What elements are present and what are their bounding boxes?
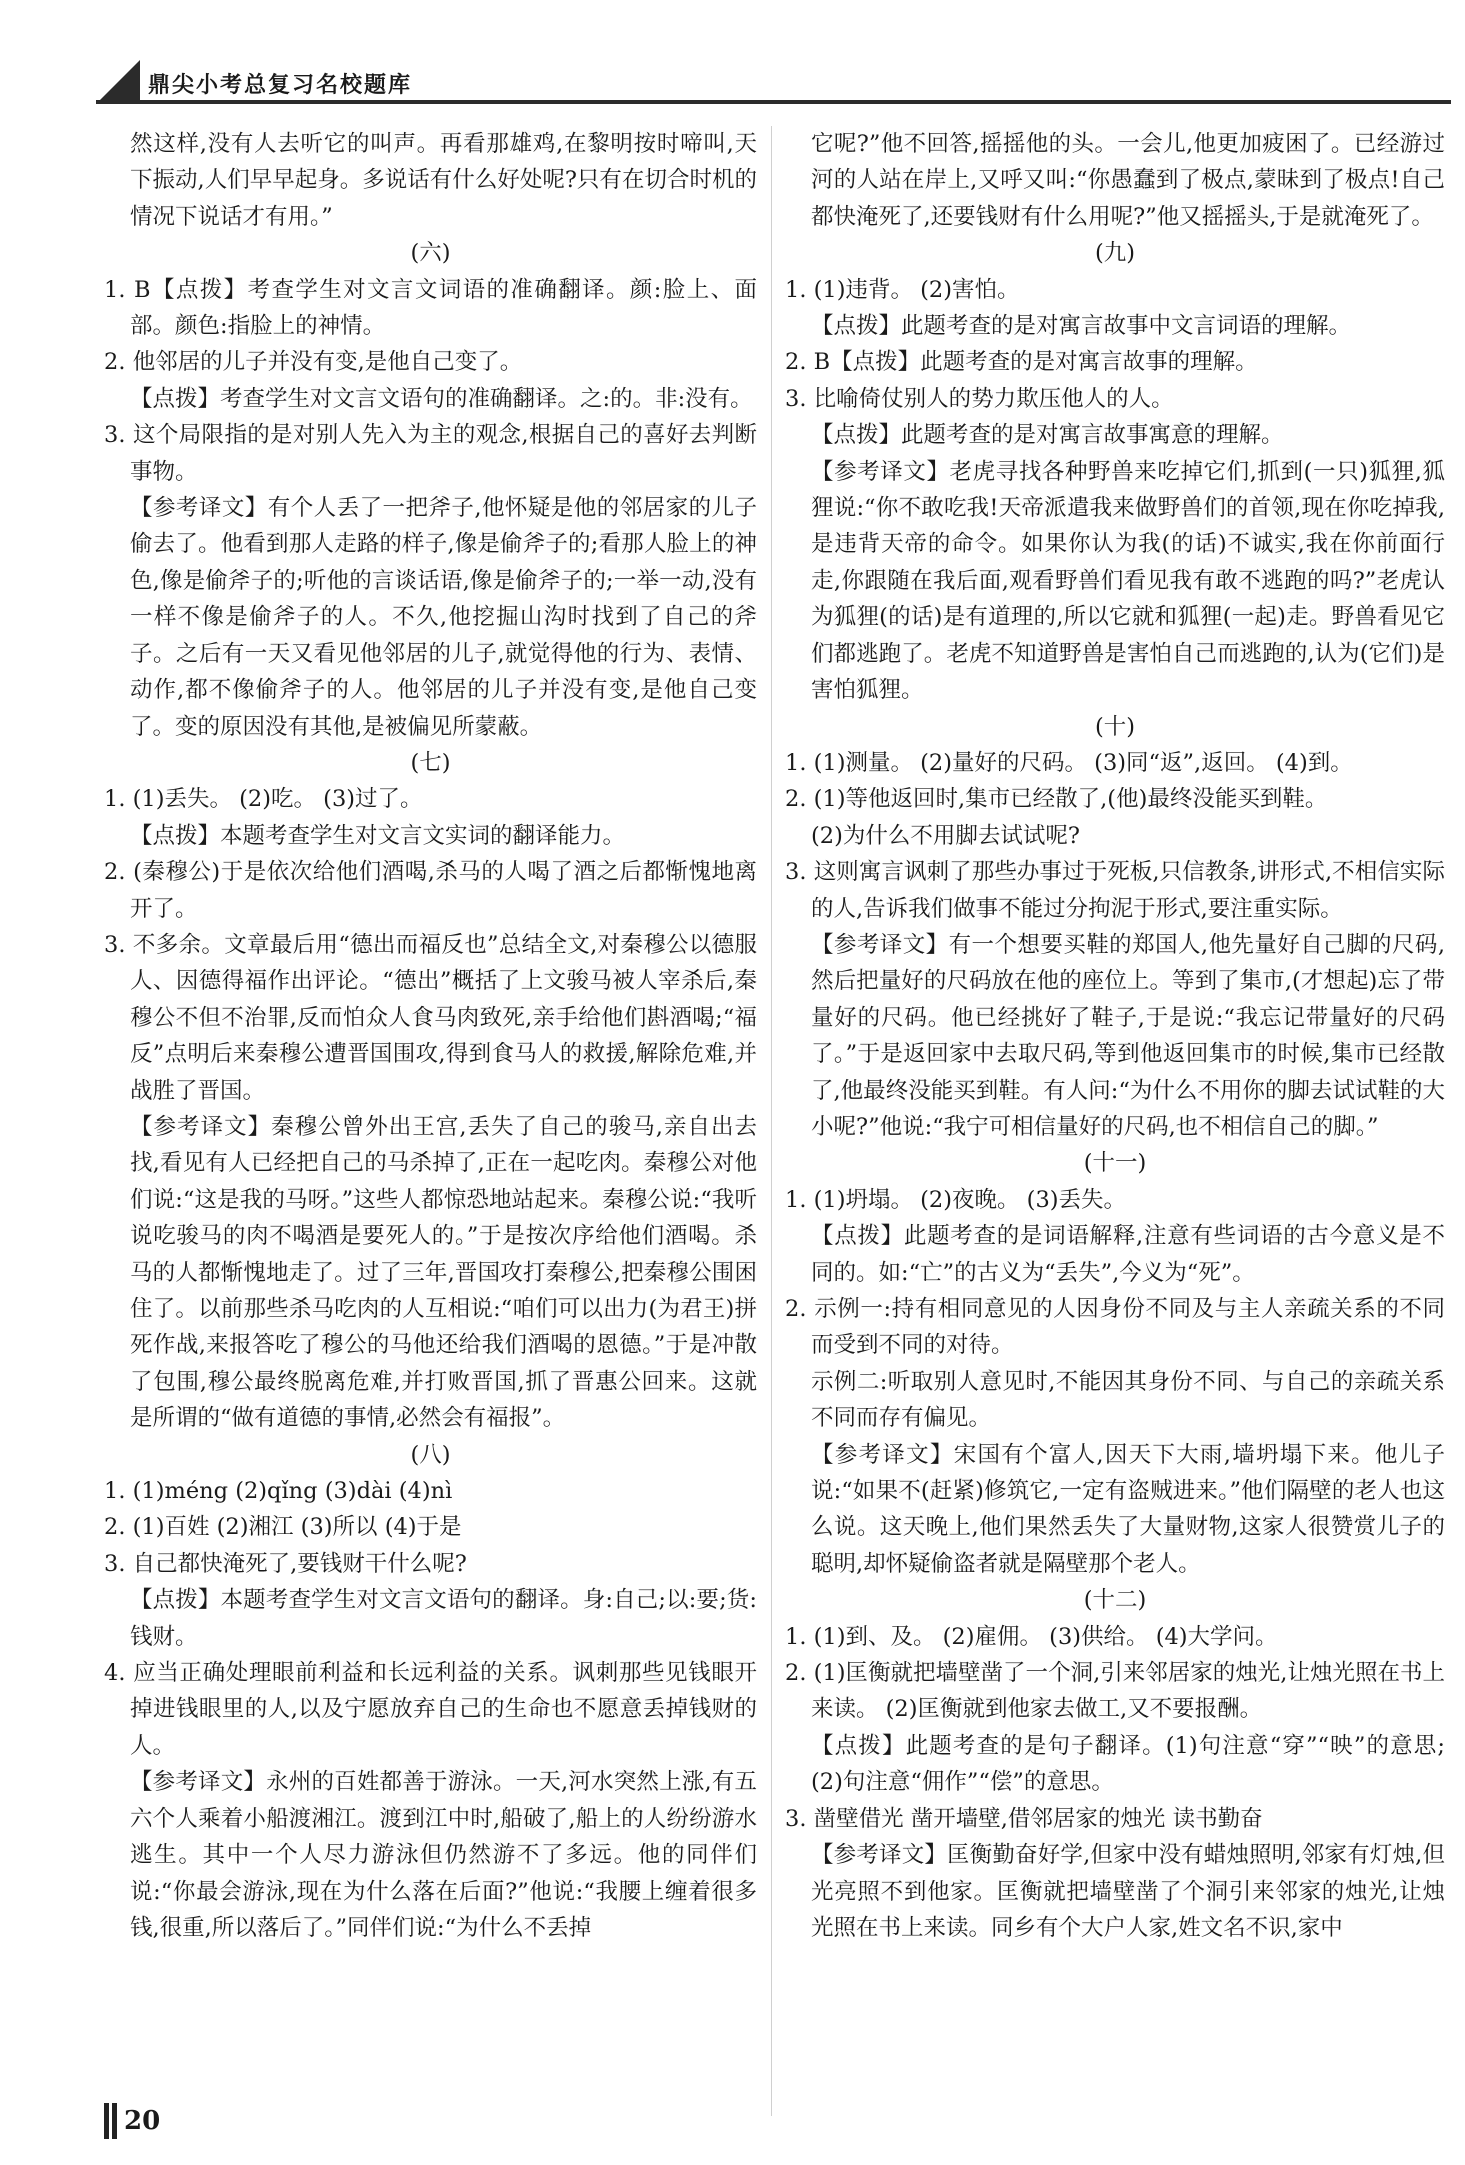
- answer-paragraph: (2)为什么不用脚去试试呢?: [811, 822, 1080, 849]
- answer-paragraph: 【点拨】此题考查的是词语解释,注意有些词语的古今意义是不同的。如:“亡”的古义为“丢失”,今义为“死”。: [811, 1223, 1445, 1286]
- answer-paragraph: 它呢?”他不回答,摇摇他的头。一会儿,他更加疲困了。已经游过河的人站在岸上,又呼又叫:“你愚蠢到了极点,蒙昧到了极点!自己都快淹死了,还要钱财有什么用呢?”他又摇摇头,于是就淹死了。: [811, 131, 1445, 230]
- answer-paragraph: 【点拨】本题考查学生对文言文语句的翻译。身:自己;以:要;货:钱财。: [130, 1587, 757, 1650]
- section-heading: (八): [410, 1441, 451, 1468]
- answer-item: 3. 这则寓言讽刺了那些办事过于死板,只信教条,讲形式,不相信实际的人,告诉我们做事不能过分拘泥于形式,要注重实际。: [785, 859, 1445, 922]
- header-rule: [96, 100, 1451, 104]
- answer-item: 2. B【点拨】此题考查的是对寓言故事的理解。: [785, 349, 1258, 376]
- answer-item: 1. (1)到、及。 (2)雇佣。 (3)供给。 (4)大学问。: [785, 1623, 1278, 1650]
- answer-item: 1. (1)违背。 (2)害怕。: [785, 276, 1020, 303]
- answer-item: 2. 示例一:持有相同意见的人因身份不同及与主人亲疏关系的不同而受到不同的对待。: [785, 1296, 1445, 1359]
- answer-paragraph: 【参考译文】有个人丢了一把斧子,他怀疑是他的邻居家的儿子偷去了。他看到那人走路的样子,像是偷斧子的;看那人脸上的神色,像是偷斧子的;听他的言谈话语,像是偷斧子的;一举一动,没有一样不像是偷斧子的人。不久,他挖掘山沟时找到了自己的斧子。之后有一天又看见他邻居的儿子,就觉得他的行为、表情、动作,都不像偷斧子的人。他邻居的儿子并没有变,是他自己变了。变的原因没有其他,是被偏见所蒙蔽。: [130, 495, 757, 740]
- header-title: 鼎尖小考总复习名校题库: [148, 73, 413, 98]
- column-divider: [771, 126, 772, 2116]
- section-heading: (九): [1094, 240, 1136, 267]
- answer-paragraph: 【参考译文】匡衡勤奋好学,但家中没有蜡烛照明,邻家有灯烛,但光亮照不到他家。匡衡就把墙壁凿了个洞引来邻家的烛光,让烛光照在书上来读。同乡有个大户人家,姓文名不识,家中: [811, 1842, 1445, 1941]
- answer-item: 2. (1)百姓 (2)湘江 (3)所以 (4)于是: [104, 1514, 462, 1541]
- answer-paragraph: 【点拨】本题考查学生对文言文实词的翻译能力。: [130, 822, 626, 849]
- right-column: [785, 126, 1445, 1946]
- page-number-bar: [112, 2103, 117, 2139]
- header-triangle-mark: [96, 60, 140, 104]
- section-heading: (十): [1094, 713, 1136, 740]
- answer-paragraph: 【点拨】此题考查的是句子翻译。(1)句注意“穿”“映”的意思;(2)句注意“佣作”“偿”的意思。: [811, 1732, 1445, 1796]
- answer-paragraph: 【点拨】考查学生对文言文语句的准确翻译。之:的。非:没有。: [130, 385, 753, 412]
- answer-paragraph: 【参考译文】老虎寻找各种野兽来吃掉它们,抓到(一只)狐狸,狐狸说:“你不敢吃我!天帝派遣我来做野兽们的首领,现在你吃掉我,是违背天帝的命令。如果你认为我(的话)不诚实,我在你前面行走,你跟随在我后面,观看野兽们看见我有敢不逃跑的吗?”老虎认为狐狸(的话)是有道理的,所以它就和狐狸(一起)走。野兽看见它们都逃跑了。老虎不知道野兽是害怕自己而逃跑的,认为(它们)是害怕狐狸。: [811, 458, 1445, 704]
- left-column: [104, 126, 757, 1946]
- answer-paragraph: 示例二:听取别人意见时,不能因其身份不同、与自己的亲疏关系不同而存有偏见。: [811, 1368, 1445, 1432]
- section-heading: (六): [410, 240, 451, 267]
- answer-item: 3. 凿壁借光 凿开墙壁,借邻居家的烛光 读书勤奋: [785, 1805, 1263, 1832]
- answer-item: 3. 比喻倚仗别人的势力欺压他人的人。: [785, 385, 1174, 412]
- section-heading: (十二): [1083, 1587, 1147, 1614]
- answer-item: 1. (1)丢失。 (2)吃。 (3)过了。: [104, 786, 423, 813]
- answer-item: 3. 自己都快淹死了,要钱财干什么呢?: [104, 1550, 467, 1577]
- answer-item: 3. 这个局限指的是对别人先入为主的观念,根据自己的喜好去判断事物。: [104, 422, 757, 485]
- answer-paragraph: 然这样,没有人去听它的叫声。再看那雄鸡,在黎明按时啼叫,天下振动,人们早早起身。多说话有什么好处呢?只有在切合时机的情况下说话才有用。”: [130, 131, 757, 230]
- page-number-text: 20: [124, 2106, 161, 2136]
- section-heading: (七): [410, 749, 451, 776]
- answer-item: 2. 他邻居的儿子并没有变,是他自己变了。: [104, 349, 523, 376]
- answer-item: 1. (1)坍塌。 (2)夜晚。 (3)丢失。: [785, 1186, 1127, 1213]
- answer-item: 1. (1)测量。 (2)量好的尺码。 (3)同“返”,返回。 (4)到。: [785, 749, 1353, 776]
- answer-paragraph: 【点拨】此题考查的是对寓言故事中文言词语的理解。: [811, 313, 1352, 340]
- answer-item: 1. (1)méng (2)qǐng (3)dài (4)nì: [104, 1478, 453, 1505]
- answer-item: 1. B【点拨】考查学生对文言文词语的准确翻译。颜:脸上、面部。颜色:指脸上的神情。: [104, 276, 757, 340]
- answer-paragraph: 【参考译文】永州的百姓都善于游泳。一天,河水突然上涨,有五六个人乘着小船渡湘江。渡到江中时,船破了,船上的人纷纷游水逃生。其中一个人尽力游泳但仍然游不了多远。他的同伴们说:“你最会游泳,现在为什么落在后面?”他说:“我腰上缠着很多钱,很重,所以落后了。”同伴们说:“为什么不丢掉: [130, 1769, 757, 1941]
- page-number-bar: [104, 2103, 109, 2139]
- answer-paragraph: 【参考译文】宋国有个富人,因天下大雨,墙坍塌下来。他儿子说:“如果不(赶紧)修筑它,一定有盗贼进来。”他们隔壁的老人也这么说。这天晚上,他们果然丢失了大量财物,这家人很赞赏儿子的聪明,却怀疑偷盗者就是隔壁那个老人。: [811, 1441, 1445, 1577]
- answer-item: 3. 不多余。文章最后用“德出而福反也”总结全文,对秦穆公以德服人、因德得福作出评论。“德出”概括了上文骏马被人宰杀后,秦穆公不但不治罪,反而怕众人食马肉致死,亲手给他们斟酒喝;“福反”点明后来秦穆公遭晋国围攻,得到食马人的救援,解除危难,并战胜了晋国。: [104, 931, 757, 1104]
- answer-paragraph: 【参考译文】秦穆公曾外出王宫,丢失了自己的骏马,亲自出去找,看见有人已经把自己的马杀掉了,正在一起吃肉。秦穆公对他们说:“这是我的马呀。”这些人都惊恐地站起来。秦穆公说:“我听说吃骏马的肉不喝酒是要死人的。”于是按次序给他们酒喝。杀马的人都惭愧地走了。过了三年,晋国攻打秦穆公,把秦穆公围困住了。以前那些杀马吃肉的人互相说:“咱们可以出力(为君王)拼死作战,来报答吃了穆公的马他还给我们酒喝的恩德。”于是冲散了包围,穆公最终脱离危难,并打败晋国,抓了晋惠公回来。这就是所谓的“做有道德的事情,必然会有福报”。: [130, 1113, 757, 1432]
- answer-item: 2. (1)匡衡就把墙壁凿了一个洞,引来邻居家的烛光,让烛光照在书上来读。 (2)匡衡就到他家去做工,又不要报酬。: [785, 1660, 1445, 1723]
- answer-item: 2. (秦穆公)于是依次给他们酒喝,杀马的人喝了酒之后都惭愧地离开了。: [104, 859, 757, 922]
- answer-item: 2. (1)等他返回时,集市已经散了,(他)最终没能买到鞋。: [785, 786, 1328, 813]
- answer-item: 4. 应当正确处理眼前利益和长远利益的关系。讽刺那些见钱眼开掉进钱眼里的人,以及宁愿放弃自己的生命也不愿意丢掉钱财的人。: [104, 1660, 757, 1759]
- running-header: [96, 60, 1451, 110]
- answer-paragraph: 【参考译文】有一个想要买鞋的郑国人,他先量好自己脚的尺码,然后把量好的尺码放在他的座位上。等到了集市,(才想起)忘了带量好的尺码。他已经挑好了鞋子,于是说:“我忘记带量好的尺码了。”于是返回家中去取尺码,等到他返回集市的时候,集市已经散了,他最终没能买到鞋。有人问:“为什么不用你的脚去试试鞋的大小呢?”他说:“我宁可相信量好的尺码,也不相信自己的脚。”: [811, 931, 1445, 1140]
- section-heading: (十一): [1083, 1150, 1147, 1177]
- answer-paragraph: 【点拨】此题考查的是对寓言故事寓意的理解。: [811, 422, 1284, 449]
